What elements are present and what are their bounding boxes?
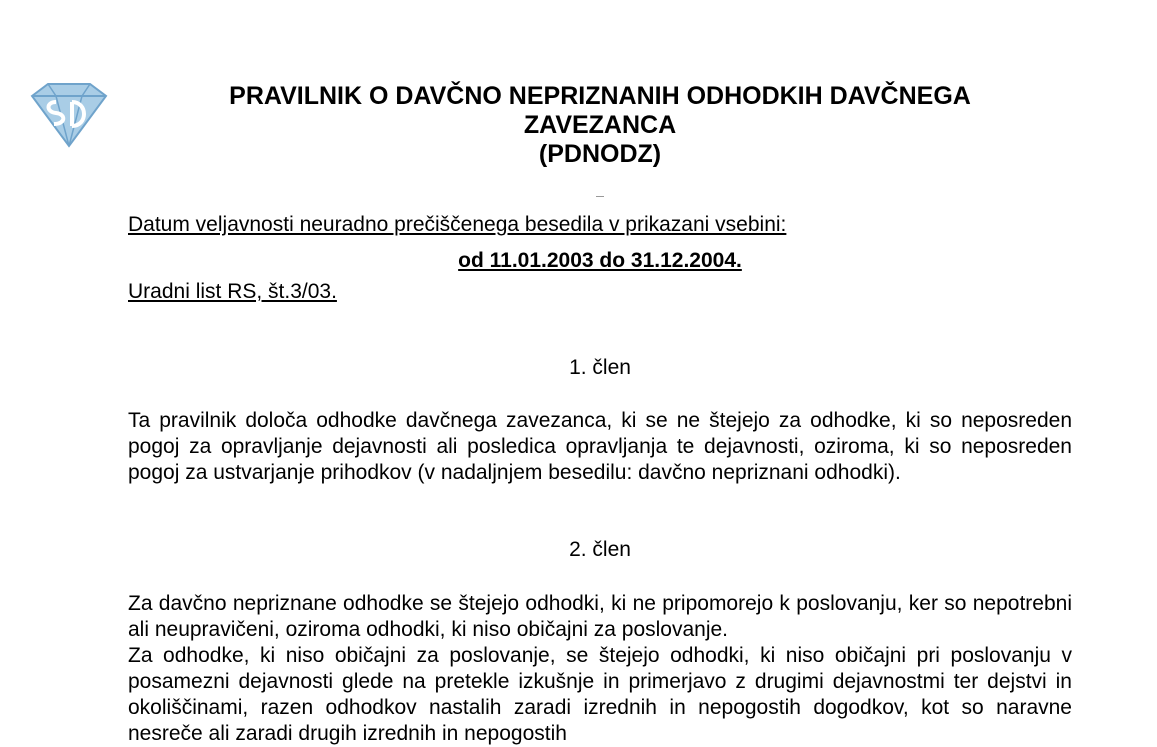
article-1-paragraph-1: Ta pravilnik določa odhodke davčnega zavezanca, ki se ne štejejo za odhodke, ki so neposreden pogoj za opravljanje dejavnosti ali posledica opravljanja te dejavnosti, oziroma, ki so neposreden pogoj za ustvarjanje prihodkov (v nadaljnjem besedilu: davčno nepriznani odhodki). — [128, 409, 1072, 484]
separator-mark — [596, 196, 604, 197]
sd-diamond-logo-icon — [26, 78, 112, 150]
validity-range: od 11.01.2003 do 31.12.2004. — [458, 249, 742, 272]
article-1-heading: 1. člen — [569, 356, 631, 379]
title-line-3: (PDNODZ) — [538, 140, 662, 168]
article-2-paragraph-1: Za davčno nepriznane odhodke se štejejo odhodki, ki ne pripomorejo k poslovanju, ker so nepotrebni ali neupravičeni, oziroma odhodki, ki niso običajni za poslovanje. — [128, 592, 1072, 641]
gazette-reference: Uradni list RS, št.3/03. — [128, 280, 337, 303]
article-2-heading: 2. člen — [569, 538, 631, 561]
validity-label: Datum veljavnosti neuradno prečiščenega besedila v prikazani vsebini: — [128, 213, 787, 236]
document-title — [128, 82, 1072, 169]
article-2-paragraph-2: Za odhodke, ki niso običajni za poslovanje, se štejejo odhodki, ki niso običajni pri poslovanju v posamezni dejavnosti glede na pretekle izkušnje in primerjavo z drugimi dejavnostmi ter dejstvi in okoliščinami, razen odhodkov nastalih zaradi izrednih in nepogostih dogodkov, kot so naravne nesreče ali zaradi drugih izrednih in nepogostih — [128, 644, 1072, 745]
title-line-2: ZAVEZANCA — [523, 111, 677, 139]
title-line-1: PRAVILNIK O DAVČNO NEPRIZNANIH ODHODKIH DAVČNEGA — [229, 82, 971, 110]
